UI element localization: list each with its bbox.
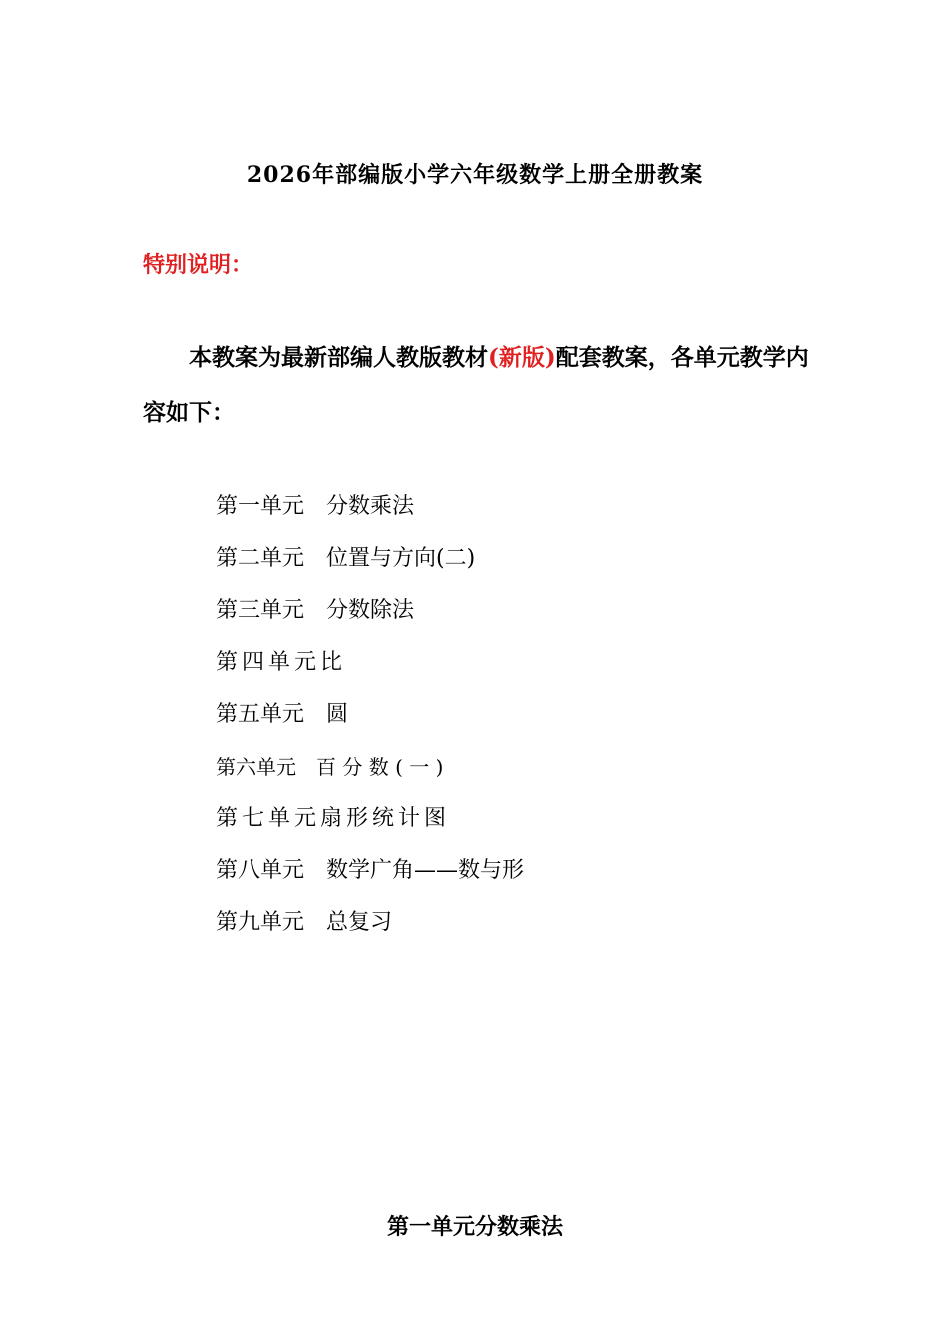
unit-item-8: 第八单元 数学广角——数与形 bbox=[216, 858, 525, 883]
intro-text-before: 本教案为最新部编人教版教材 bbox=[189, 344, 488, 371]
intro-highlight: (新版) bbox=[488, 344, 556, 371]
special-note-label: 特别说明： bbox=[143, 252, 254, 278]
intro-text-after: 配套教案，各单元教学内容如下： bbox=[143, 344, 809, 426]
unit-item-1: 第一单元 分数乘法 bbox=[216, 494, 415, 519]
unit-item-3: 第三单元 分数除法 bbox=[216, 598, 415, 623]
intro-paragraph bbox=[143, 330, 813, 440]
unit-item-7: 第七单元扇形统计图 bbox=[216, 806, 451, 831]
unit-item-5: 第五单元 圆 bbox=[216, 702, 349, 727]
section-title: 第一单元分数乘法 bbox=[386, 1214, 563, 1240]
unit-item-4: 第四单元比 bbox=[216, 650, 347, 675]
unit-item-2: 第二单元 位置与方向(二) bbox=[216, 546, 476, 571]
unit-list bbox=[216, 489, 524, 957]
unit-item-6: 第六单元 百 分 数 ( 一 ) bbox=[216, 755, 444, 779]
unit-item-9: 第九单元 总复习 bbox=[216, 910, 393, 935]
document-title: 2026年部编版小学六年级数学上册全册教案 bbox=[246, 162, 704, 188]
